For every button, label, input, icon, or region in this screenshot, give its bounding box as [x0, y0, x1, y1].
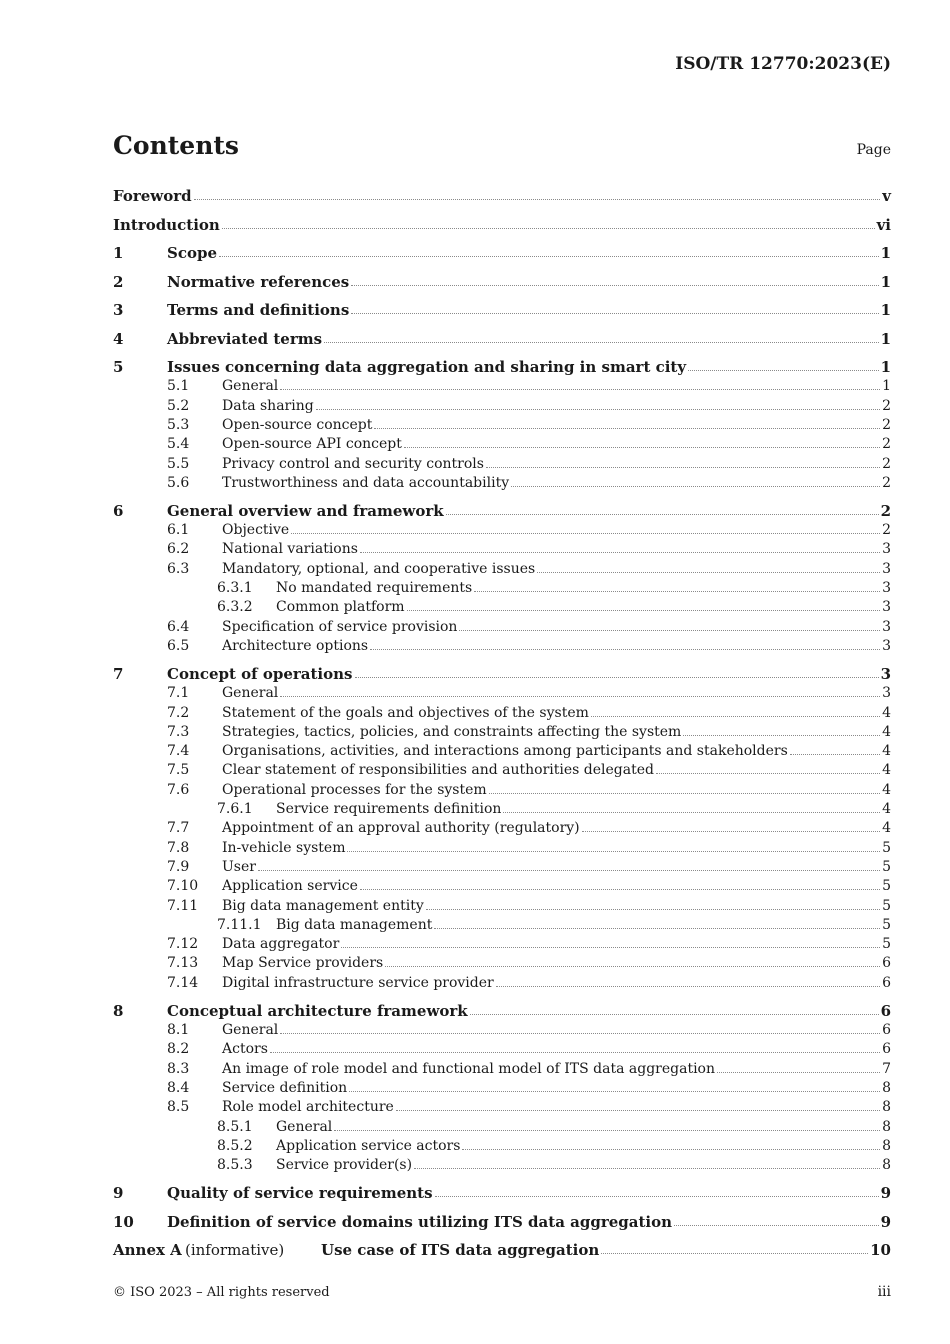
- toc-entry-number: 7.3: [167, 723, 190, 740]
- toc-entry-page: 9: [880, 1184, 891, 1203]
- toc-entry[interactable]: [113, 1039, 891, 1059]
- toc-entry-page: 1: [882, 378, 891, 395]
- toc-entry-number: 6.1: [167, 522, 190, 539]
- toc-entry-title: Quality of service requirements: [167, 1184, 433, 1203]
- toc-entry-number: 10: [113, 1212, 134, 1231]
- toc-entry-title: Specification of service provision: [222, 618, 458, 635]
- toc-entry-page: 8: [882, 1099, 891, 1116]
- toc-entry-number: 5.5: [167, 455, 190, 472]
- toc-entry-page: 1: [880, 358, 891, 376]
- dot-leader: [349, 1091, 880, 1092]
- toc-entry[interactable]: [113, 1183, 891, 1203]
- toc-entry-number: 7.9: [167, 858, 190, 875]
- dot-leader: [324, 342, 879, 343]
- toc-entry-number: 5.4: [167, 436, 190, 453]
- toc-entry-page: 3: [882, 637, 891, 654]
- toc-entry[interactable]: [113, 1155, 891, 1175]
- dot-leader: [360, 552, 880, 553]
- dot-leader: [717, 1072, 880, 1073]
- toc-entry-page: 8: [882, 1079, 891, 1096]
- toc-entry-number: 7.12: [167, 936, 199, 953]
- toc-annex-entry[interactable]: [113, 1240, 891, 1260]
- toc-entry-page: 3: [880, 664, 891, 683]
- toc-entry-number: 5: [113, 358, 124, 376]
- toc-entry-title: Map Service providers: [222, 955, 384, 972]
- dot-leader: [370, 649, 880, 650]
- toc-entry[interactable]: [113, 780, 891, 800]
- toc-entry-number: 6.3: [167, 560, 190, 577]
- toc-entry[interactable]: [113, 876, 891, 896]
- toc-entry[interactable]: [113, 857, 891, 877]
- toc-entry[interactable]: [113, 243, 891, 263]
- toc-entry-number: 5.1: [167, 378, 190, 395]
- toc-entry-number: 7.11.1: [217, 916, 262, 933]
- dot-leader: [374, 428, 880, 429]
- toc-entry-title: Privacy control and security controls: [222, 455, 484, 472]
- toc-entry[interactable]: [113, 376, 891, 396]
- toc-entry-page: 5: [882, 858, 891, 875]
- toc-entry[interactable]: [113, 896, 891, 916]
- toc-entry-page: 1: [880, 244, 891, 262]
- toc-entry[interactable]: [113, 578, 891, 598]
- toc-entry[interactable]: [113, 760, 891, 780]
- toc-entry-page: 5: [882, 897, 891, 914]
- toc-entry[interactable]: [113, 357, 891, 377]
- toc-entry-number: 7: [113, 664, 124, 683]
- toc-entry-page: 10: [870, 1241, 891, 1260]
- toc-entry-title: Big data management: [276, 916, 433, 933]
- toc-entry[interactable]: [113, 454, 891, 474]
- toc-entry[interactable]: [113, 597, 891, 617]
- dot-leader: [334, 1130, 880, 1131]
- toc-entry-title: Data sharing: [222, 397, 314, 414]
- toc-entry-page: 4: [882, 762, 891, 779]
- toc-entry[interactable]: [113, 559, 891, 579]
- dot-leader: [341, 947, 880, 948]
- toc-entry[interactable]: [113, 434, 891, 454]
- toc-entry-title: Big data management entity: [222, 897, 424, 914]
- dot-leader: [258, 870, 880, 871]
- page-number: iii: [877, 1284, 891, 1300]
- toc-entry-title: Actors: [222, 1041, 268, 1058]
- toc-entry[interactable]: [113, 722, 891, 742]
- toc-entry-title: Introduction: [113, 215, 220, 234]
- toc-entry-title: General: [276, 1118, 333, 1135]
- toc-entry-title: Mandatory, optional, and cooperative issues: [222, 560, 536, 577]
- dot-leader: [511, 486, 880, 487]
- dot-leader: [219, 256, 879, 257]
- toc-entry[interactable]: [113, 473, 891, 493]
- toc-entry-page: 4: [882, 781, 891, 798]
- dot-leader: [316, 409, 880, 410]
- dot-leader: [489, 793, 880, 794]
- toc-entry-title: Digital infrastructure service provider: [222, 974, 494, 991]
- toc-entry-title: General: [222, 685, 279, 702]
- toc-entry[interactable]: [113, 683, 891, 703]
- dot-leader: [688, 370, 879, 371]
- dot-leader: [459, 630, 880, 631]
- dot-leader: [434, 928, 880, 929]
- toc-entry[interactable]: [113, 1097, 891, 1117]
- toc-entry[interactable]: [113, 636, 891, 656]
- dot-leader: [474, 591, 880, 592]
- dot-leader: [601, 1253, 868, 1254]
- toc-entry-title: Conceptual architecture framework: [167, 1001, 468, 1020]
- toc-entry-number: 7.4: [167, 743, 190, 760]
- dot-leader: [426, 909, 880, 910]
- toc-entry-title: Service requirements definition: [276, 801, 502, 817]
- dot-leader: [486, 467, 880, 468]
- toc-entry-page: 7: [882, 1060, 891, 1077]
- toc-entry-page: 6: [882, 974, 891, 991]
- toc-entry-title: No mandated requirements: [276, 580, 473, 596]
- toc-entry-number: 8.5: [167, 1099, 190, 1116]
- toc-entry-page: 2: [882, 474, 891, 491]
- toc-entry-page: 6: [880, 1001, 891, 1020]
- toc-entry-number: 8: [113, 1001, 124, 1020]
- toc-entry-page: 4: [882, 743, 891, 760]
- toc-entry[interactable]: [113, 973, 891, 993]
- dot-leader: [537, 572, 880, 573]
- toc-entry-number: 3: [113, 301, 124, 319]
- toc-entry-page: 2: [880, 501, 891, 520]
- dot-leader: [674, 1225, 879, 1226]
- toc-entry[interactable]: [113, 1136, 891, 1156]
- dot-leader: [347, 851, 880, 852]
- dot-leader: [407, 610, 880, 611]
- dot-leader: [270, 1052, 880, 1053]
- toc-entry-page: 2: [882, 455, 891, 472]
- toc-entry-number: 7.1: [167, 685, 190, 702]
- toc-entry-number: 8.4: [167, 1079, 190, 1096]
- toc-entry-page: 5: [882, 839, 891, 856]
- dot-leader: [503, 812, 880, 813]
- toc-entry-number: 7.2: [167, 704, 190, 721]
- dot-leader: [280, 696, 880, 697]
- toc-entry-title: Terms and definitions: [167, 301, 350, 319]
- toc-entry-number: 2: [113, 272, 124, 291]
- toc-entry-title: Objective: [222, 522, 290, 539]
- toc-entry[interactable]: [113, 703, 891, 723]
- dot-leader: [396, 1110, 880, 1111]
- toc-entry[interactable]: [113, 664, 891, 684]
- toc-entry-number: 7.10: [167, 878, 199, 895]
- dot-leader: [280, 1033, 880, 1034]
- toc-entry-title: Service definition: [222, 1079, 348, 1096]
- toc-entry-title: Statement of the goals and objectives of the system: [222, 704, 589, 721]
- toc-entry-page: 4: [882, 801, 891, 817]
- toc-entry[interactable]: [113, 329, 891, 349]
- dot-leader: [194, 199, 880, 200]
- toc-entry[interactable]: [113, 818, 891, 838]
- toc-entry-number: 6.3.2: [217, 599, 253, 616]
- toc-entry-title: Role model architecture: [222, 1099, 394, 1116]
- toc-entry-number: 6.4: [167, 618, 190, 635]
- toc-entry-title: Foreword: [113, 187, 192, 205]
- toc-entry-title: Definition of service domains utilizing ITS data aggregation: [167, 1212, 673, 1231]
- copyright-notice: © ISO 2023 – All rights reserved: [113, 1285, 330, 1300]
- toc-entry-page: 2: [882, 436, 891, 453]
- toc-entry-page: 3: [882, 685, 891, 702]
- toc-entry-number: 8.5.2: [217, 1137, 253, 1154]
- toc-entry[interactable]: [113, 617, 891, 637]
- toc-entry-number: 5.6: [167, 474, 190, 491]
- toc-entry[interactable]: [113, 1212, 891, 1232]
- toc-entry-number: 9: [113, 1184, 124, 1203]
- toc-entry-title: Normative references: [167, 272, 350, 291]
- toc-entry-number: 7.11: [167, 897, 199, 914]
- toc-entry-title: General: [222, 1022, 279, 1038]
- toc-entry-number: 7.5: [167, 762, 190, 779]
- toc-entry-number: 1: [113, 244, 124, 262]
- toc-entry-page: 6: [882, 955, 891, 972]
- toc-entry-number: 8.5.3: [217, 1157, 253, 1174]
- toc-entry-page: 5: [882, 916, 891, 933]
- dot-leader: [351, 285, 879, 286]
- dot-leader: [446, 514, 879, 515]
- dot-leader: [222, 228, 875, 229]
- toc-entry-title: Organisations, activities, and interactions among participants and stakeholders: [222, 743, 788, 760]
- toc-entry-number: 8.5.1: [217, 1118, 253, 1135]
- toc-entry-title: Scope: [167, 244, 218, 262]
- toc-entry-page: 4: [882, 723, 891, 740]
- page-column-label: Page: [856, 142, 891, 158]
- contents-heading: Contents: [113, 131, 240, 160]
- toc-entry[interactable]: [113, 501, 891, 521]
- toc-entry-page: 5: [882, 878, 891, 895]
- toc-entry-page: 4: [882, 820, 891, 837]
- toc-entry[interactable]: [113, 272, 891, 292]
- toc-entry-title: Service provider(s): [276, 1157, 413, 1174]
- document-identifier: ISO/TR 12770:2023(E): [675, 54, 891, 74]
- toc-entry-title: General overview and framework: [167, 501, 444, 520]
- toc-entry[interactable]: [113, 186, 891, 206]
- toc-entry[interactable]: [113, 934, 891, 954]
- toc-entry[interactable]: [113, 915, 891, 935]
- toc-entry-title: Common platform: [276, 599, 405, 616]
- dot-leader: [591, 716, 880, 717]
- dot-leader: [280, 389, 880, 390]
- toc-entry-title: Use case of ITS data aggregation: [321, 1241, 600, 1260]
- toc-entry-title: Open-source API concept: [222, 436, 402, 453]
- toc-entry-page: 3: [882, 560, 891, 577]
- toc-entry[interactable]: [113, 741, 891, 761]
- toc-entry-page: 1: [880, 329, 891, 348]
- toc-entry-title: Issues concerning data aggregation and sharing in smart city: [167, 358, 687, 376]
- annex-label: Annex A: [113, 1241, 182, 1260]
- toc-entry-page: 9: [880, 1212, 891, 1231]
- toc-entry-number: 7.6: [167, 781, 190, 798]
- toc-entry-number: 7.8: [167, 839, 190, 856]
- toc-entry-page: 3: [882, 541, 891, 558]
- dot-leader: [351, 313, 879, 314]
- toc-entry-page: 8: [882, 1137, 891, 1154]
- dot-leader: [462, 1149, 880, 1150]
- toc-entry-title: Application service: [222, 878, 358, 895]
- toc-entry[interactable]: [113, 1059, 891, 1079]
- dot-leader: [496, 986, 880, 987]
- toc-entry-title: An image of role model and functional model of ITS data aggregation: [222, 1060, 715, 1077]
- dot-leader: [470, 1014, 879, 1015]
- toc-entry-page: 3: [882, 618, 891, 635]
- toc-entry-number: 7.13: [167, 955, 199, 972]
- toc-entry-title: Open-source concept: [222, 416, 373, 433]
- toc-entry-title: General: [222, 378, 279, 395]
- toc-entry-number: 7.6.1: [217, 801, 253, 817]
- toc-entry-number: 6.2: [167, 541, 190, 558]
- toc-entry[interactable]: [113, 953, 891, 973]
- annex-qualifier: (informative): [185, 1241, 285, 1260]
- toc-entry-number: 4: [113, 329, 124, 348]
- toc-entry-number: 7.7: [167, 820, 190, 837]
- toc-entry-number: 6.5: [167, 637, 190, 654]
- toc-entry[interactable]: [113, 300, 891, 320]
- toc-entry[interactable]: [113, 415, 891, 435]
- toc-entry-page: 2: [882, 397, 891, 414]
- dot-leader: [582, 831, 880, 832]
- toc-entry-number: 8.3: [167, 1060, 190, 1077]
- toc-entry-title: Data aggregator: [222, 936, 340, 953]
- toc-entry-page: 3: [882, 599, 891, 616]
- toc-entry[interactable]: [113, 396, 891, 416]
- toc-entry-title: Strategies, tactics, policies, and constraints affecting the system: [222, 723, 682, 740]
- toc-entry-title: Appointment of an approval authority (regulatory): [222, 820, 580, 837]
- toc-entry-page: 6: [882, 1041, 891, 1058]
- toc-entry[interactable]: [113, 799, 891, 819]
- toc-entry-page: 5: [882, 936, 891, 953]
- toc-entry-number: 8.1: [167, 1022, 190, 1038]
- toc-entry-page: v: [882, 187, 891, 205]
- toc-entry-page: 8: [882, 1118, 891, 1135]
- toc-entry-title: Clear statement of responsibilities and authorities delegated: [222, 762, 654, 779]
- toc-entry[interactable]: [113, 1020, 891, 1040]
- toc-entry-page: 2: [882, 416, 891, 433]
- toc-entry-title: User: [222, 858, 256, 875]
- toc-entry[interactable]: [113, 539, 891, 559]
- dot-leader: [790, 754, 880, 755]
- dot-leader: [404, 447, 880, 448]
- toc-entry-page: 1: [880, 272, 891, 291]
- toc-entry-page: 4: [882, 704, 891, 721]
- toc-entry-number: 6.3.1: [217, 580, 253, 596]
- toc-entry[interactable]: [113, 1078, 891, 1098]
- toc-entry-number: 7.14: [167, 974, 199, 991]
- toc-entry-number: 5.2: [167, 397, 190, 414]
- toc-entry-page: 6: [882, 1022, 891, 1038]
- toc-entry-page: 8: [882, 1157, 891, 1174]
- toc-entry-title: National variations: [222, 541, 358, 558]
- toc-entry-title: Operational processes for the system: [222, 781, 487, 798]
- toc-entry-title: In-vehicle system: [222, 839, 346, 856]
- toc-entry-title: Trustworthiness and data accountability: [222, 474, 510, 491]
- dot-leader: [656, 773, 880, 774]
- dot-leader: [385, 966, 880, 967]
- dot-leader: [291, 533, 880, 534]
- dot-leader: [683, 735, 880, 736]
- toc-entry-page: 3: [882, 580, 891, 596]
- toc-entry[interactable]: [113, 1001, 891, 1021]
- toc-entry-number: 5.3: [167, 416, 190, 433]
- toc-entry[interactable]: [113, 1117, 891, 1137]
- toc-entry-page: 1: [880, 301, 891, 319]
- dot-leader: [360, 889, 880, 890]
- toc-entry-page: vi: [876, 215, 891, 234]
- toc-entry-title: Architecture options: [222, 637, 369, 654]
- toc-entry-number: 6: [113, 501, 124, 520]
- toc-entry-number: 8.2: [167, 1041, 190, 1058]
- toc-entry[interactable]: [113, 520, 891, 540]
- toc-entry[interactable]: [113, 215, 891, 235]
- toc-entry-title: Application service actors: [276, 1137, 461, 1154]
- toc-entry-page: 2: [882, 522, 891, 539]
- dot-leader: [414, 1168, 880, 1169]
- toc-entry[interactable]: [113, 838, 891, 858]
- toc-entry-title: Concept of operations: [167, 664, 353, 683]
- dot-leader: [435, 1196, 879, 1197]
- dot-leader: [355, 677, 879, 678]
- toc-entry-title: Abbreviated terms: [167, 329, 323, 348]
